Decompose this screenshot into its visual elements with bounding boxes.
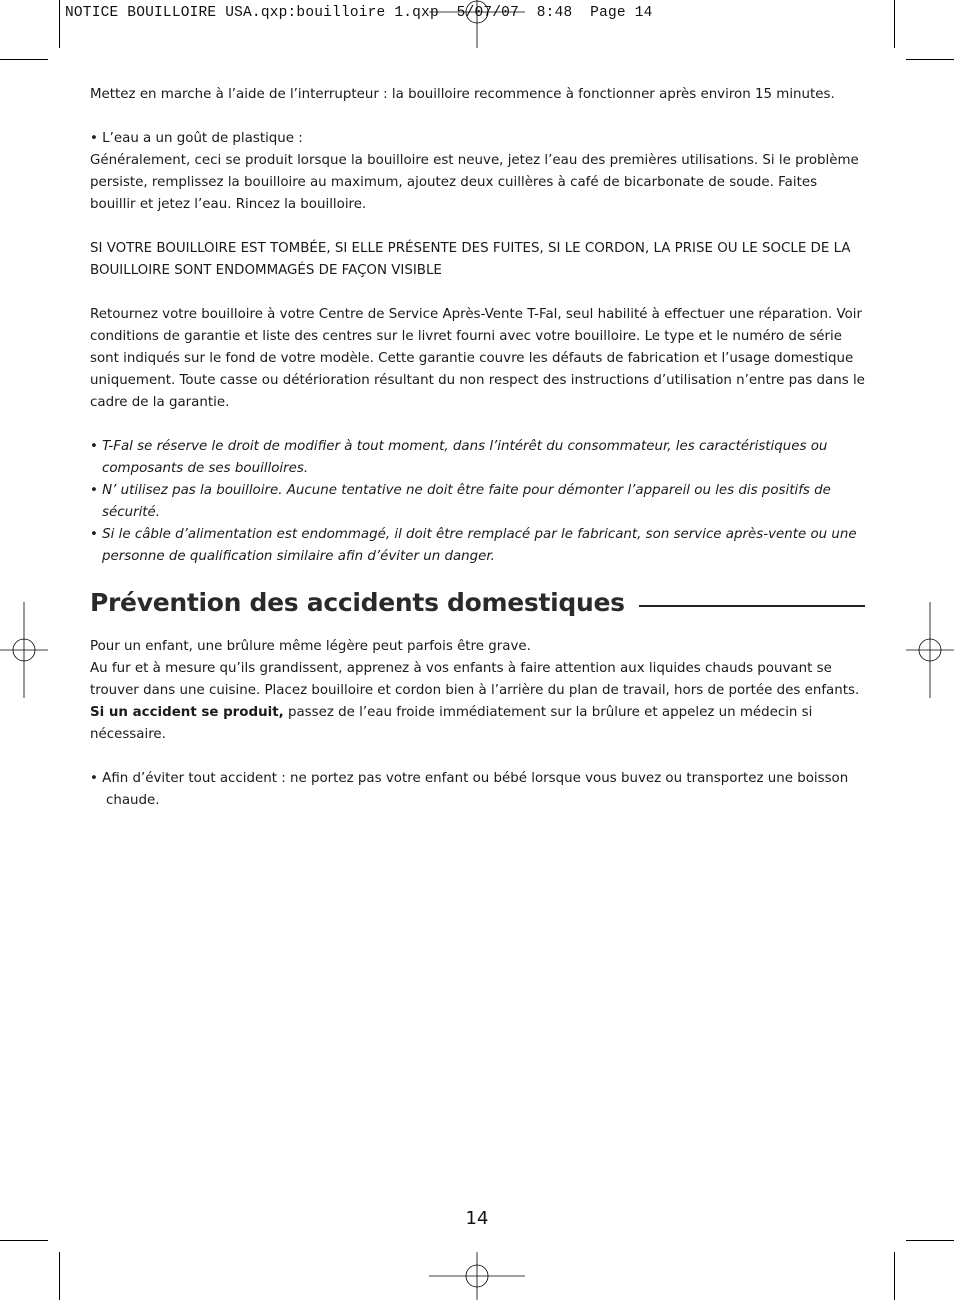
crop-mark-tr-h — [906, 59, 954, 60]
registration-mark-top — [429, 0, 525, 48]
section-heading: Prévention des accidents domestiques — [90, 588, 625, 617]
child-safety-paragraph: Au fur et à mesure qu’ils grandissent, apprenez à vos enfants à faire attention aux liquides chauds pouvant se trouver dans une cuisine. Placez bouilloire et cordon bien à l’arrière du plan de travail, hors de portée des enfants. — [90, 661, 860, 698]
crop-mark-br-v — [894, 1252, 895, 1300]
crop-mark-tl-v — [59, 0, 60, 48]
italic-bullet-item: • N’ utilisez pas la bouilloire. Aucune tentative ne doit être faite pour démonter l’appareil ou les dis positifs de sécurité. — [90, 483, 831, 520]
crop-mark-br-h — [906, 1240, 954, 1241]
italic-bullet-item: • T-Fal se réserve le droit de modifier à tout moment, dans l’intérêt du consommateur, les caractéristiques ou composants de ses bouilloires. — [90, 439, 828, 476]
service-paragraph: Retournez votre bouilloire à votre Centre de Service Après-Vente T-Fal, seul habilité à effectuer une réparation. Voir conditions de garantie et liste des centres sur le livret fourni avec votre bouilloire. Le type et le numéro de série sont indiqués sur le fond de votre modèle. Cette garantie couvre les défauts de fabrication et l’usage domestique uniquement. Toute casse ou détérioration résultant du non respect des instructions d’utilisation n’entre pas dans le cadre de la garantie. — [90, 307, 865, 410]
crop-mark-tl-h — [0, 59, 48, 60]
plastic-taste-body: Généralement, ceci se produit lorsque la bouilloire est neuve, jetez l’eau des premières utilisations. Si le problème persiste, remplissez la bouilloire au maximum, ajoutez deux cuillères à café de bicarbonate de soude. Faites bouillir et jetez l’eau. Rincez la bouilloire. — [90, 153, 859, 212]
crop-mark-tr-v — [894, 0, 895, 48]
heading-rule — [639, 605, 865, 607]
restart-paragraph: Mettez en marche à l’aide de l’interrupteur : la bouilloire recommence à fonctionner après environ 15 minutes. — [90, 87, 835, 102]
accident-bullet: • Afin d’éviter tout accident : ne portez pas votre enfant ou bébé lorsque vous buvez ou transportez une boisson chaude. — [90, 771, 849, 808]
registration-mark-bottom — [429, 1252, 525, 1300]
page-number: 14 — [465, 1208, 489, 1229]
damage-warning: SI VOTRE BOUILLOIRE EST TOMBÉE, SI ELLE PRÉSENTE DES FUITES, SI LE CORDON, LA PRISE OU LE SOCLE DE LA BOUILLOIRE SONT ENDOMMAGÉS DE FAÇON VISIBLE — [90, 241, 851, 278]
accident-bold: Si un accident se produit, — [90, 705, 284, 720]
section-heading-row — [90, 586, 865, 620]
plastic-taste-title: • L’eau a un goût de plastique : — [90, 131, 303, 146]
crop-mark-bl-v — [59, 1252, 60, 1300]
accident-paragraph — [90, 702, 865, 746]
accident-rest: passez de l’eau froide immédiatement sur la brûlure et appelez un médecin si nécessaire. — [90, 705, 813, 742]
page-content — [90, 84, 865, 812]
registration-mark-left — [0, 602, 48, 698]
italic-bullet-item: • Si le câble d’alimentation est endommagé, il doit être remplacé par le fabricant, son service après-vente ou une personne de qualification similaire afin d’éviter un danger. — [90, 527, 857, 564]
registration-mark-right — [906, 602, 954, 698]
slug-line: NOTICE BOUILLOIRE USA.qxp:bouilloire 1.qxp 5/07/07 8:48 Page 14 — [65, 5, 653, 21]
crop-mark-bl-h — [0, 1240, 48, 1241]
child-burn-line: Pour un enfant, une brûlure même légère peut parfois être grave. — [90, 639, 531, 654]
